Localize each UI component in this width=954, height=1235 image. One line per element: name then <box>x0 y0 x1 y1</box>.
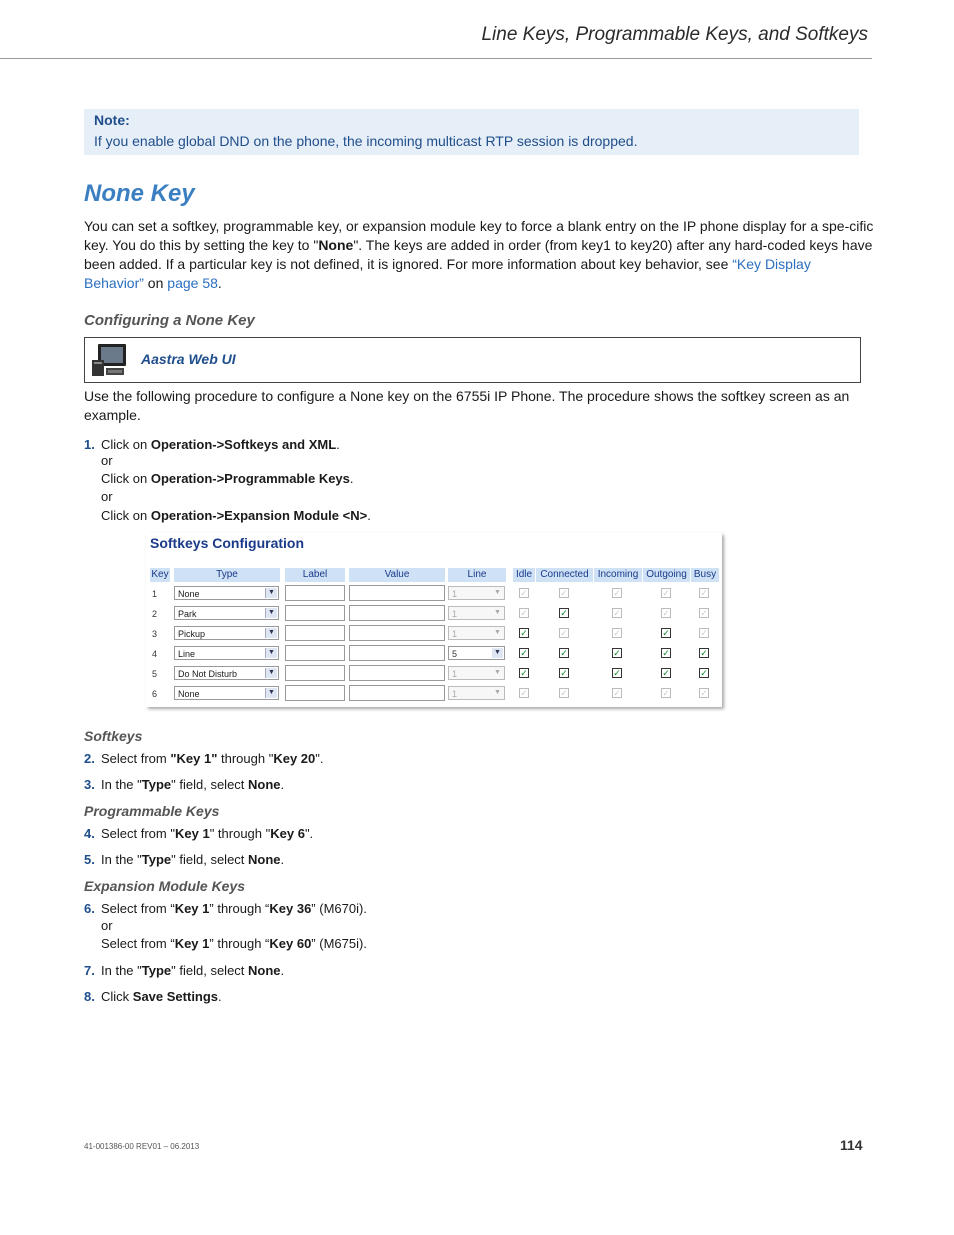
row-key-number: 5 <box>152 669 158 679</box>
expansion-module-keys-heading: Expansion Module Keys <box>84 878 246 894</box>
softkeys-configuration-screenshot <box>146 533 722 707</box>
step-6-option-b: Select from “Key 1” through “Key 60” (M675i). <box>101 936 367 951</box>
note-text: If you enable global DND on the phone, the incoming multicast RTP session is dropped. <box>94 133 638 149</box>
chevron-down-icon: ▼ <box>494 689 501 696</box>
note-box <box>84 109 859 155</box>
state-checkbox[interactable]: ✓ <box>520 608 528 618</box>
state-checkbox[interactable]: ✓ <box>560 608 568 618</box>
line-select[interactable]: 1 ▼ <box>448 686 505 700</box>
step-1: 1. Click on Operation->Softkeys and XML. <box>84 437 340 452</box>
running-header-title: Line Keys, Programmable Keys, and Softkeys <box>481 24 868 45</box>
col-connected: Connected <box>536 568 593 582</box>
state-checkbox[interactable]: ✓ <box>520 648 528 658</box>
chevron-down-icon: ▼ <box>494 589 501 596</box>
step-3: 3. In the "Type" field, select None. <box>84 777 285 792</box>
softkeys-heading: Softkeys <box>84 728 143 744</box>
col-type: Type <box>174 568 280 582</box>
state-checkbox[interactable]: ✓ <box>560 688 568 698</box>
step-1-option-c: Click on Operation->Expansion Module <N>. <box>101 508 371 523</box>
line-select[interactable]: 1 ▼ <box>448 666 505 680</box>
step-7: 7. In the "Type" field, select None. <box>84 963 285 978</box>
state-checkbox[interactable]: ✓ <box>560 668 568 678</box>
state-checkbox[interactable]: ✓ <box>613 668 621 678</box>
col-idle: Idle <box>513 568 535 582</box>
web-ui-banner <box>84 337 861 383</box>
step-6-or: or <box>101 918 113 933</box>
chevron-down-icon: ▼ <box>494 669 501 676</box>
label-input[interactable] <box>285 665 345 681</box>
state-checkbox[interactable]: ✓ <box>613 648 621 658</box>
value-input[interactable] <box>349 605 445 621</box>
state-checkbox[interactable]: ✓ <box>700 668 708 678</box>
col-busy: Busy <box>691 568 719 582</box>
intro-paragraph: Use the following procedure to configure a None key on the 6755i IP Phone. The procedure shows the softkey screen as an example. <box>84 388 850 423</box>
chevron-down-icon: ▼ <box>265 668 277 678</box>
step-4: 4. Select from "Key 1" through "Key 6". <box>84 826 314 841</box>
subsection-title: Configuring a None Key <box>84 312 255 329</box>
type-select[interactable]: Pickup ▼ <box>174 626 279 640</box>
state-checkbox[interactable]: ✓ <box>662 648 670 658</box>
line-select[interactable]: 5 ▼ <box>448 646 505 660</box>
state-checkbox[interactable]: ✓ <box>520 688 528 698</box>
page-number: 114 <box>840 1137 863 1153</box>
value-input[interactable] <box>349 685 445 701</box>
note-label: Note: <box>94 112 130 128</box>
col-label: Label <box>285 568 345 582</box>
computer-monitor-icon <box>90 342 128 378</box>
state-checkbox[interactable]: ✓ <box>613 688 621 698</box>
chevron-down-icon: ▼ <box>265 648 277 658</box>
state-checkbox[interactable]: ✓ <box>662 688 670 698</box>
col-incoming: Incoming <box>594 568 642 582</box>
value-input[interactable] <box>349 645 445 661</box>
state-checkbox[interactable]: ✓ <box>662 588 670 598</box>
row-key-number: 6 <box>152 689 158 699</box>
row-key-number: 3 <box>152 629 158 639</box>
section-title: None Key <box>84 180 195 207</box>
chevron-down-icon: ▼ <box>265 608 277 618</box>
chevron-down-icon: ▼ <box>494 609 501 616</box>
section-paragraph: You can set a softkey, programmable key, or expansion module key to force a blank entry on the IP phone display for a spe-cific key. You do this by setting the key to "None". The keys are added in order (from key1 to key20) after any hard-coded keys have been added. If a particular key is not defined, it is ignored. For more information about key behavior, see “Key Display Behavior” on page 58. <box>84 218 874 291</box>
state-checkbox[interactable]: ✓ <box>662 628 670 638</box>
chevron-down-icon: ▼ <box>265 628 277 638</box>
step-6: 6. Select from “Key 1” through “Key 36” (M670i). <box>84 901 367 916</box>
label-input[interactable] <box>285 585 345 601</box>
chevron-down-icon: ▼ <box>494 629 501 636</box>
step-1-or-1: or <box>101 453 113 468</box>
step-1-option-b: Click on Operation->Programmable Keys. <box>101 471 354 486</box>
key-display-behavior-link[interactable]: “Key Display Behavior” <box>84 256 811 291</box>
programmable-keys-heading: Programmable Keys <box>84 803 220 819</box>
row-key-number: 2 <box>152 609 158 619</box>
line-select[interactable]: 1 ▼ <box>448 606 505 620</box>
step-8: 8. Click Save Settings. <box>84 989 222 1004</box>
label-input[interactable] <box>285 625 345 641</box>
row-key-number: 4 <box>152 649 158 659</box>
state-checkbox[interactable]: ✓ <box>560 628 568 638</box>
col-outgoing: Outgoing <box>643 568 690 582</box>
col-line: Line <box>448 568 506 582</box>
value-input[interactable] <box>349 665 445 681</box>
web-ui-label: Aastra Web UI <box>141 351 236 367</box>
state-checkbox[interactable]: ✓ <box>520 668 528 678</box>
document-id: 41-001386-00 REV01 – 06.2013 <box>84 1142 200 1151</box>
state-checkbox[interactable]: ✓ <box>520 588 528 598</box>
state-checkbox[interactable]: ✓ <box>662 668 670 678</box>
state-checkbox[interactable]: ✓ <box>700 588 708 598</box>
type-select[interactable]: Park ▼ <box>174 606 279 620</box>
type-select[interactable]: Line ▼ <box>174 646 279 660</box>
state-checkbox[interactable]: ✓ <box>560 648 568 658</box>
state-checkbox[interactable]: ✓ <box>520 628 528 638</box>
screenshot-title: Softkeys Configuration <box>150 535 305 551</box>
label-input[interactable] <box>285 645 345 661</box>
step-1-or-2: or <box>101 489 113 504</box>
value-input[interactable] <box>349 585 445 601</box>
chevron-down-icon: ▼ <box>265 588 277 598</box>
step-5: 5. In the "Type" field, select None. <box>84 852 285 867</box>
line-select[interactable]: 1 ▼ <box>448 586 505 600</box>
state-checkbox[interactable]: ✓ <box>613 608 621 618</box>
col-key: Key <box>151 569 169 580</box>
state-checkbox[interactable]: ✓ <box>613 628 621 638</box>
line-select[interactable]: 1 ▼ <box>448 626 505 640</box>
state-checkbox[interactable]: ✓ <box>700 608 708 618</box>
header-divider <box>0 58 872 59</box>
state-checkbox[interactable]: ✓ <box>700 648 708 658</box>
row-key-number: 1 <box>152 589 158 599</box>
label-input[interactable] <box>285 685 345 701</box>
type-select[interactable]: None ▼ <box>174 586 279 600</box>
state-checkbox[interactable]: ✓ <box>560 588 568 598</box>
state-checkbox[interactable]: ✓ <box>700 628 708 638</box>
value-input[interactable] <box>349 625 445 641</box>
col-value: Value <box>349 568 445 582</box>
type-select[interactable]: None ▼ <box>174 686 279 700</box>
state-checkbox[interactable]: ✓ <box>700 688 708 698</box>
state-checkbox[interactable]: ✓ <box>613 588 621 598</box>
state-checkbox[interactable]: ✓ <box>662 608 670 618</box>
type-select[interactable]: Do Not Disturb ▼ <box>174 666 279 680</box>
page-58-link[interactable]: page 58 <box>167 275 218 291</box>
chevron-down-icon: ▼ <box>265 688 277 698</box>
chevron-down-icon: ▼ <box>492 648 503 658</box>
label-input[interactable] <box>285 605 345 621</box>
step-2: 2. Select from "Key 1" through "Key 20". <box>84 751 324 766</box>
